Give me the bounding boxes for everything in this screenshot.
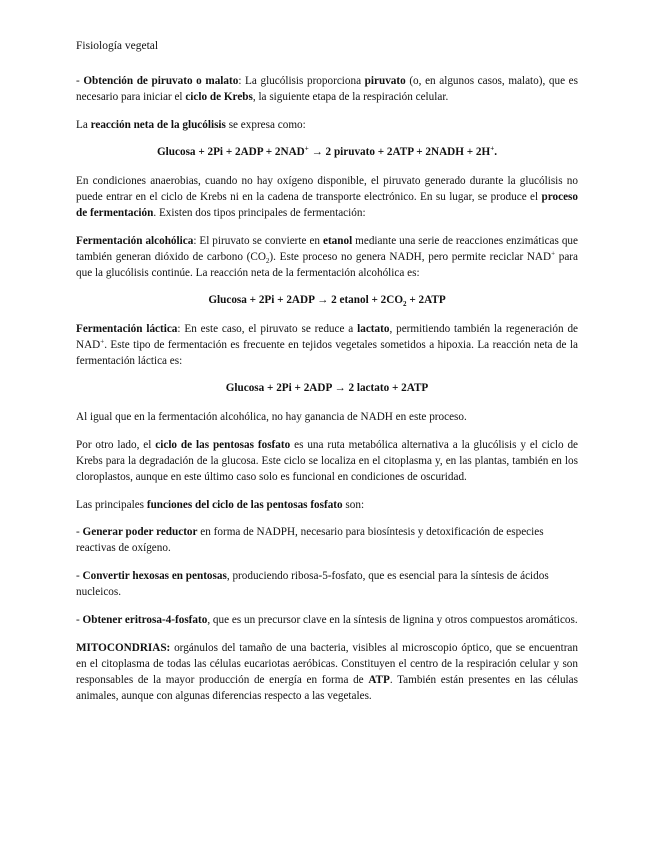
bold-term: proceso de fermentación: [76, 191, 578, 219]
superscript: +: [100, 337, 105, 346]
bold-term: ciclo de Krebs: [185, 91, 253, 103]
bold-term: Obtener eritrosa-4-fosfato: [82, 614, 208, 626]
text-span: para que la glucólisis continúe. La reacción neta de la fermentación alcohólica es:: [76, 251, 578, 279]
equation-part: Glucosa + 2Pi + 2ADP → 2 etanol + 2CO: [208, 294, 404, 306]
superscript: +: [490, 144, 495, 153]
equation-part: + 2ATP: [406, 294, 446, 306]
text-span: : El piruvato se convierte en: [193, 235, 323, 247]
text-span: . También están presentes en las células animales, aunque con algunas diferencias respecto a las vegetales.: [76, 674, 578, 702]
bold-term: lactato: [357, 323, 390, 335]
bold-term: reacción neta de la glucólisis: [90, 119, 226, 131]
bold-term: Generar poder reductor: [82, 526, 198, 538]
text-span: en forma de NADPH, necesario para biosíntesis y detoxificación de especies reactivas de oxígeno.: [76, 526, 544, 554]
bold-term: Fermentación alcohólica: [76, 235, 194, 247]
bullet-dash: -: [76, 526, 83, 538]
text-span: . Existen dos tipos principales de fermentación:: [153, 207, 366, 219]
text-span: son:: [342, 499, 365, 511]
equation-part: Glucosa + 2Pi + 2ADP → 2 lactato + 2ATP: [225, 382, 429, 394]
text-span: (o, en algunos casos, malato), que es necesario para iniciar el: [76, 75, 579, 103]
text-span: . Este tipo de fermentación es frecuente en tejidos vegetales sometidos a hipoxia. La reacción neta de la fermentación láctica es:: [76, 339, 578, 367]
text-span: ). Este proceso no genera NADH, pero permite reciclar NAD: [269, 251, 552, 263]
equation-part: .: [494, 146, 498, 158]
text-span: En condiciones anaerobias, cuando no hay oxígeno disponible, el piruvato generado durante la glucólisis no puede entrar en el ciclo de Krebs ni en la cadena de transporte electrónico. En su lugar, se produce el: [76, 175, 578, 203]
paragraph-fermentacion-alcoholica: [76, 233, 578, 281]
bold-term: etanol: [322, 235, 353, 247]
document-body: [76, 73, 578, 716]
text-span: Las principales: [76, 499, 147, 511]
paragraph-mitocondrias: [76, 640, 578, 704]
text-span: Al igual que en la fermentación alcohólica, no hay ganancia de NADH en este proceso.: [76, 411, 467, 423]
bullet-poder-reductor: [76, 524, 578, 556]
bold-term: funciones del ciclo de las pentosas fosfato: [146, 499, 343, 511]
text-span: Por otro lado, el: [76, 439, 156, 451]
equation-glucolisis: [76, 144, 578, 160]
equation-fermentacion-lactica: [76, 380, 578, 396]
equation-part: → 2 piruvato + 2ATP + 2NADH + 2H: [308, 146, 491, 158]
text-span: , permitiendo también la regeneración de NAD: [76, 323, 579, 351]
bold-term: Convertir hexosas en pentosas: [82, 570, 227, 582]
superscript: +: [551, 249, 556, 258]
paragraph-reaccion-neta: [76, 117, 578, 133]
subscript: 2: [265, 257, 270, 266]
bold-term: Fermentación láctica: [76, 323, 178, 335]
paragraph-condiciones-anaerobias: [76, 173, 578, 221]
bold-term: ciclo de las pentosas fosfato: [155, 439, 291, 451]
equation-fermentacion-alcoholica: [76, 292, 578, 308]
paragraph-obtencion-piruvato: [76, 73, 578, 105]
page-header: Fisiología vegetal: [76, 40, 159, 52]
text-span: es una ruta metabólica alternativa a la glucólisis y el ciclo de Krebs para la degradación de la glucosa. Este ciclo se localiza en el citoplasma y, en las plantas, también en los cloroplastos, aunque en este último caso solo es funcional en condiciones de oscuridad.: [76, 439, 579, 483]
bullet-dash: -: [76, 614, 83, 626]
bullet-eritrosa: [76, 612, 578, 628]
text-span: La: [76, 119, 91, 131]
text-span: orgánulos del tamaño de una bacteria, visibles al microscopio óptico, que se encuentran en el citoplasma de todas las células eucariotas aeróbicas. Constituyen el centro de la respiración celular y son responsables de la mayor producción de energía en forma de: [76, 642, 578, 686]
text-span: mediante una serie de reacciones enzimáticas que también generan dióxido de carbono (CO: [76, 235, 578, 263]
subscript: 2: [403, 300, 407, 309]
bullet-dash: -: [76, 75, 84, 87]
bold-term: piruvato: [364, 75, 406, 87]
text-span: se expresa como:: [225, 119, 306, 131]
bold-term: Obtención de piruvato o malato: [83, 75, 239, 87]
paragraph-funciones: [76, 497, 578, 513]
bold-term: ATP: [368, 674, 390, 686]
text-span: , que es un precursor clave en la síntesis de lignina y otros compuestos aromáticos.: [207, 614, 578, 626]
paragraph-pentosas-fosfato: [76, 437, 578, 485]
superscript: +: [304, 144, 309, 153]
bold-term: MITOCONDRIAS:: [76, 642, 171, 654]
paragraph-ganancia-nadh: [76, 409, 578, 425]
text-span: : En este caso, el piruvato se reduce a: [177, 323, 358, 335]
text-span: , la siguiente etapa de la respiración celular.: [252, 91, 449, 103]
bullet-hexosas-pentosas: [76, 568, 578, 600]
text-span: , produciendo ribosa-5-fosfato, que es esencial para la síntesis de ácidos nucleicos.: [76, 570, 549, 598]
bullet-dash: -: [76, 570, 83, 582]
text-span: : La glucólisis proporciona: [238, 75, 365, 87]
equation-part: Glucosa + 2Pi + 2ADP + 2NAD: [156, 146, 305, 158]
paragraph-fermentacion-lactica: [76, 321, 578, 369]
